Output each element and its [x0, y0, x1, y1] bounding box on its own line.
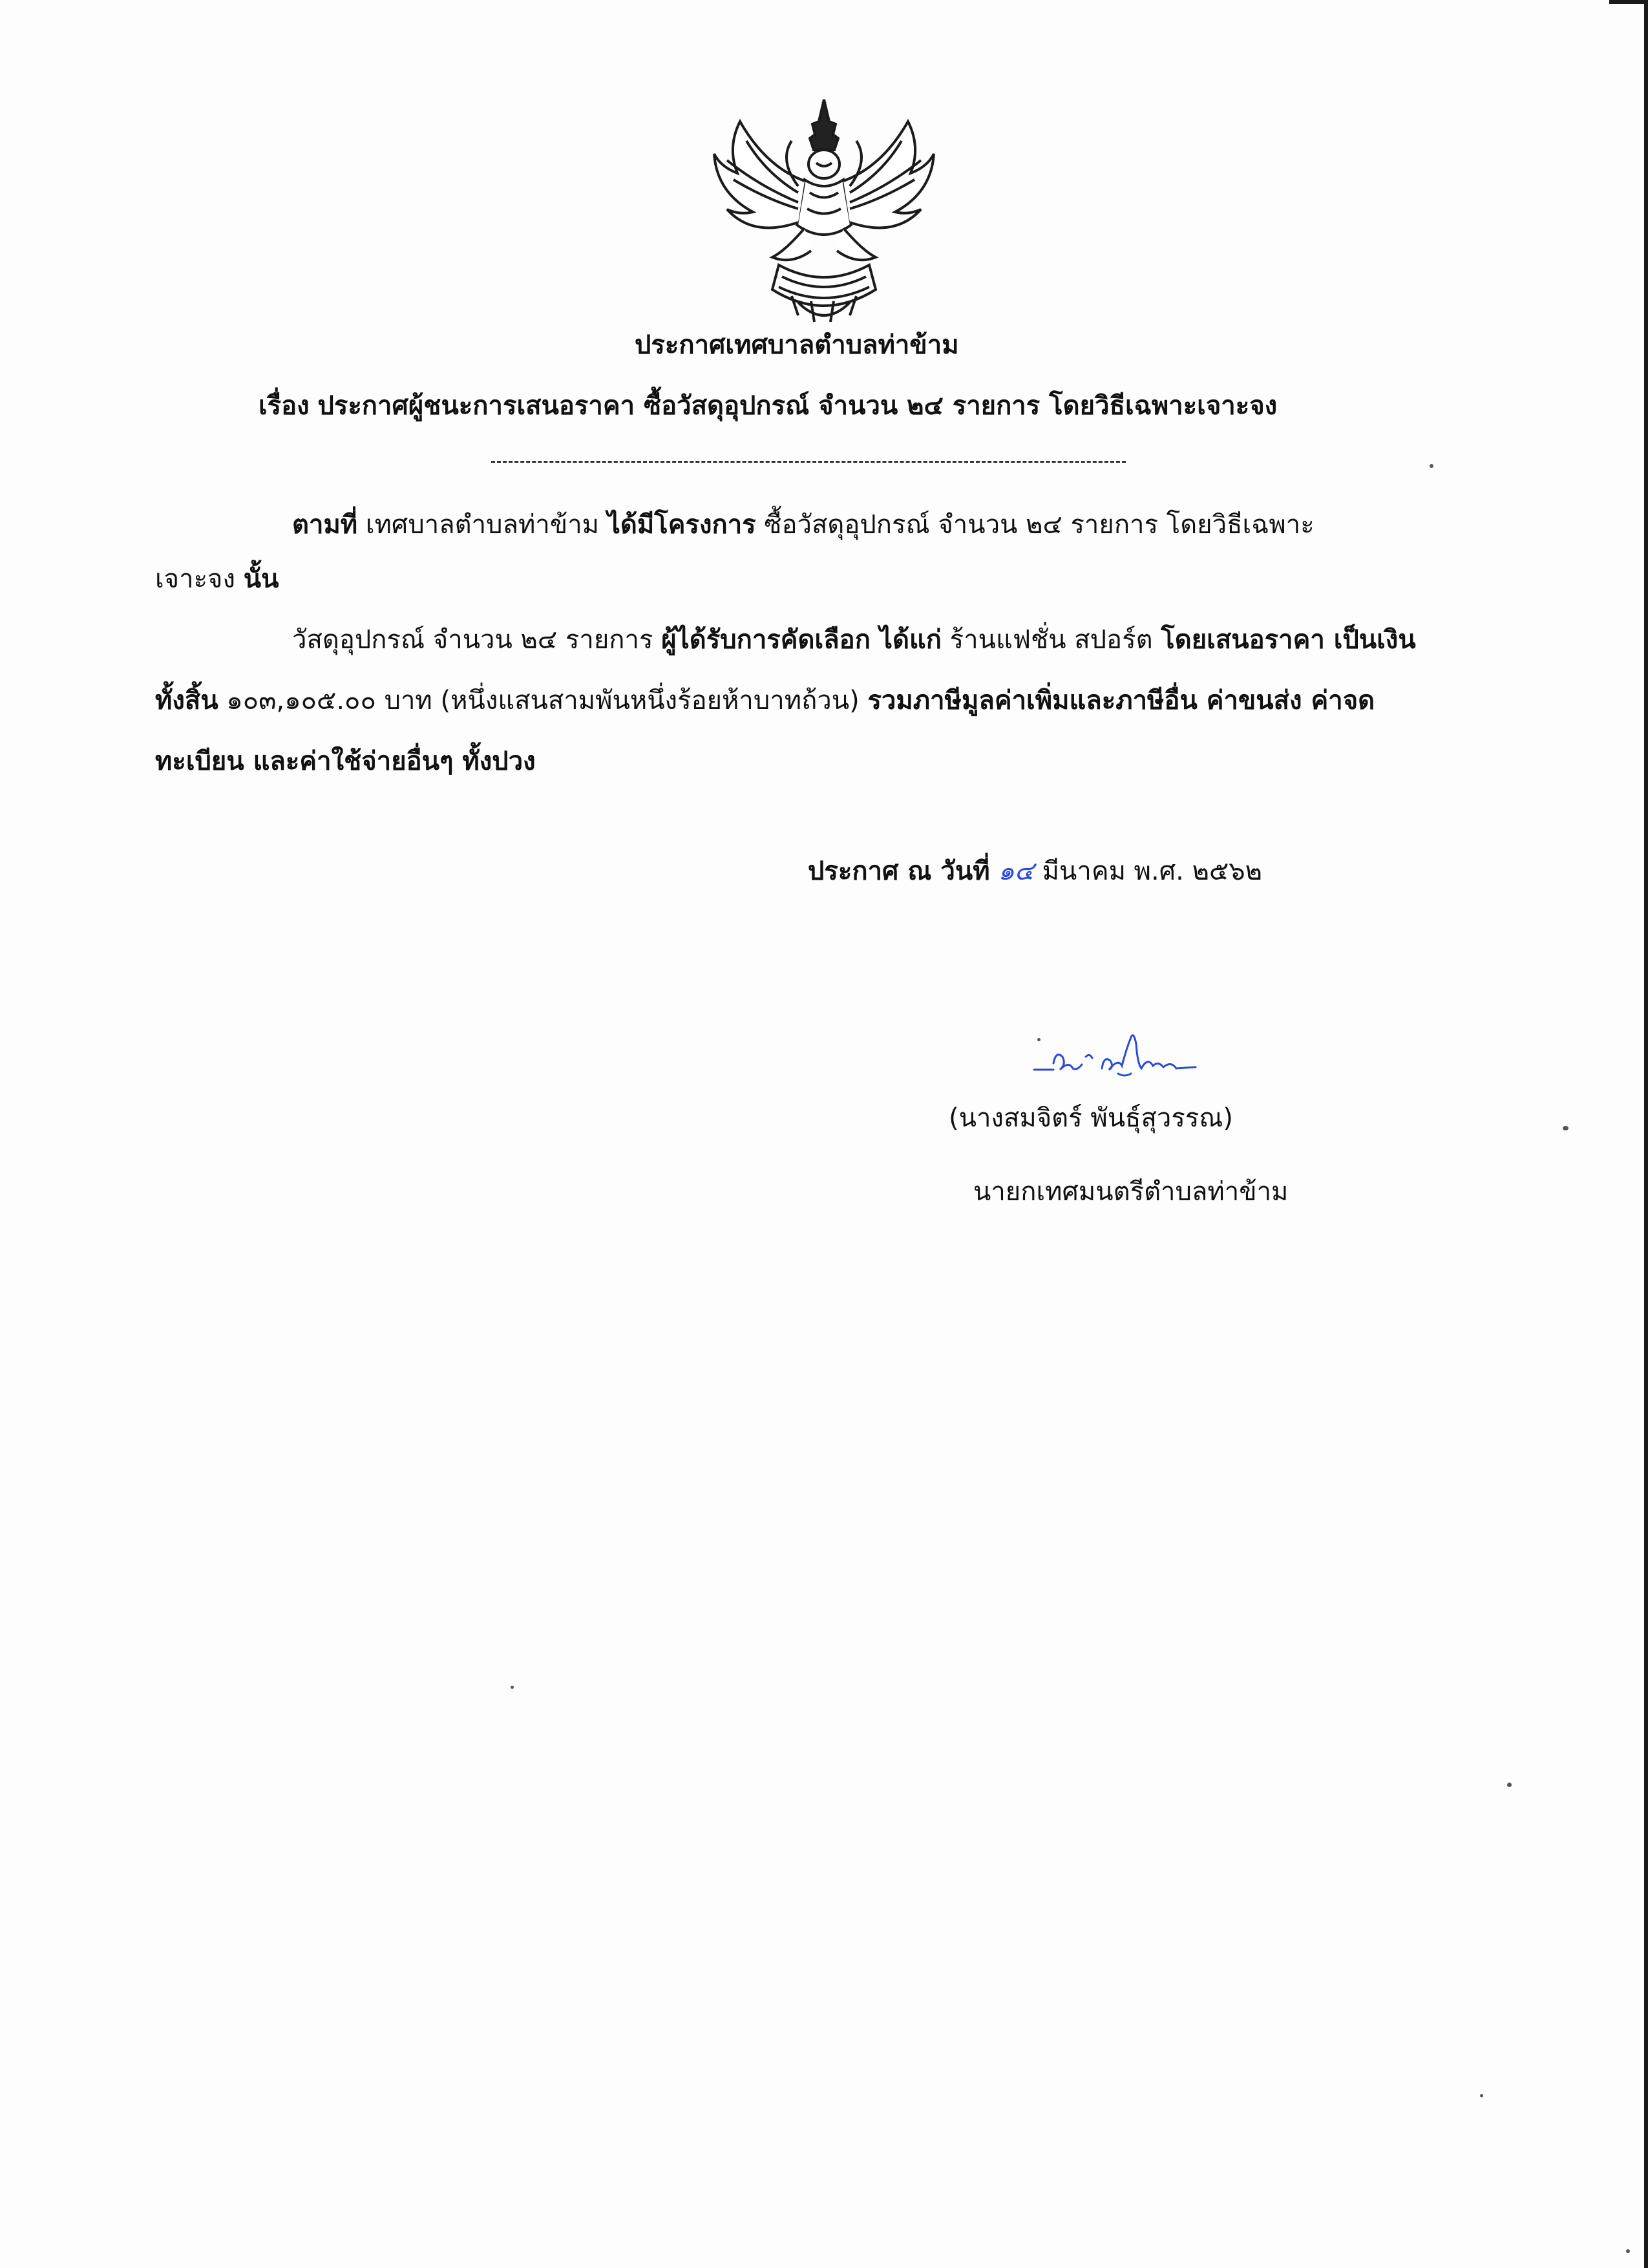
announce-date [808, 853, 1262, 889]
signatory-name: (นางสมจิตร์ พันธุ์สุวรรณ) [949, 1103, 1234, 1133]
scan-speck [1430, 464, 1433, 468]
p2-line2-b: ๑๐๓,๑๐๕.๐๐ บาท (หนึ่งแสนสามพันหนึ่งร้อยห้าบาทถ้วน) [226, 686, 860, 715]
scan-speck [1480, 2094, 1483, 2097]
p2-text-a: วัสดุอุปกรณ์ จำนวน ๒๔ รายการ [292, 625, 653, 655]
scan-edge-top [1609, 0, 1648, 4]
p2-text-d: โดยเสนอราคา เป็นเงิน [1161, 625, 1416, 655]
paragraph-2-line-1 [292, 622, 1416, 658]
scan-edge-right [1644, 0, 1648, 2268]
date-month-year: มีนาคม พ.ศ. ๒๕๖๒ [1042, 856, 1262, 886]
scan-speck [1563, 1126, 1569, 1130]
page-title: ประกาศเทศบาลตำบลท่าข้าม [635, 330, 959, 360]
p2-line2-c: รวมภาษีมูลค่าเพิ่มและภาษีอื่น ค่าขนส่ง ค่าจด [867, 686, 1375, 715]
subject-label: เรื่อง [259, 391, 310, 421]
p1-lead: ตามที่ [292, 510, 358, 540]
scan-speck [1507, 1783, 1512, 1787]
date-label: ประกาศ ณ วันที่ [808, 856, 990, 886]
paragraph-1-line-1 [292, 507, 1315, 543]
p2-text-b: ผู้ได้รับการคัดเลือก ได้แก่ [661, 625, 942, 655]
paragraph-1-line-2 [155, 561, 279, 597]
subject-text: ประกาศผู้ชนะการเสนอราคา ซื้อวัสดุอุปกรณ์ จำนวน ๒๔ รายการ โดยวิธีเฉพาะเจาะจง [317, 391, 1278, 421]
date-day: ๑๔ [998, 856, 1034, 886]
paragraph-2-line-3: ทะเบียน และค่าใช้จ่ายอื่นๆ ทั้งปวง [155, 747, 536, 776]
p1-text-c: ซื้อวัสดุอุปกรณ์ จำนวน ๒๔ รายการ โดยวิธีเฉพาะ [764, 510, 1315, 540]
paragraph-2-line-2 [155, 683, 1375, 719]
p1-text-b: ได้มีโครงการ [607, 510, 756, 540]
scan-speck [1626, 2249, 1630, 2253]
garuda-emblem-icon [701, 96, 947, 328]
subject-line [259, 388, 1277, 424]
scan-speck [1037, 1038, 1041, 1041]
p2-line2-a: ทั้งสิ้น [155, 686, 218, 715]
p2-text-c: ร้านแฟชั่น สปอร์ต [949, 625, 1153, 655]
handwritten-signature-icon [1028, 1024, 1221, 1086]
p1-line2-a: เจาะจง [155, 564, 236, 594]
p1-text-a: เทศบาลตำบลท่าข้าม [365, 510, 600, 540]
dashed-divider [491, 461, 1126, 463]
signatory-position: นายกเทศมนตรีตำบลท่าข้าม [973, 1177, 1289, 1207]
scan-speck [511, 1686, 514, 1689]
p1-line2-b: นั้น [243, 564, 279, 594]
